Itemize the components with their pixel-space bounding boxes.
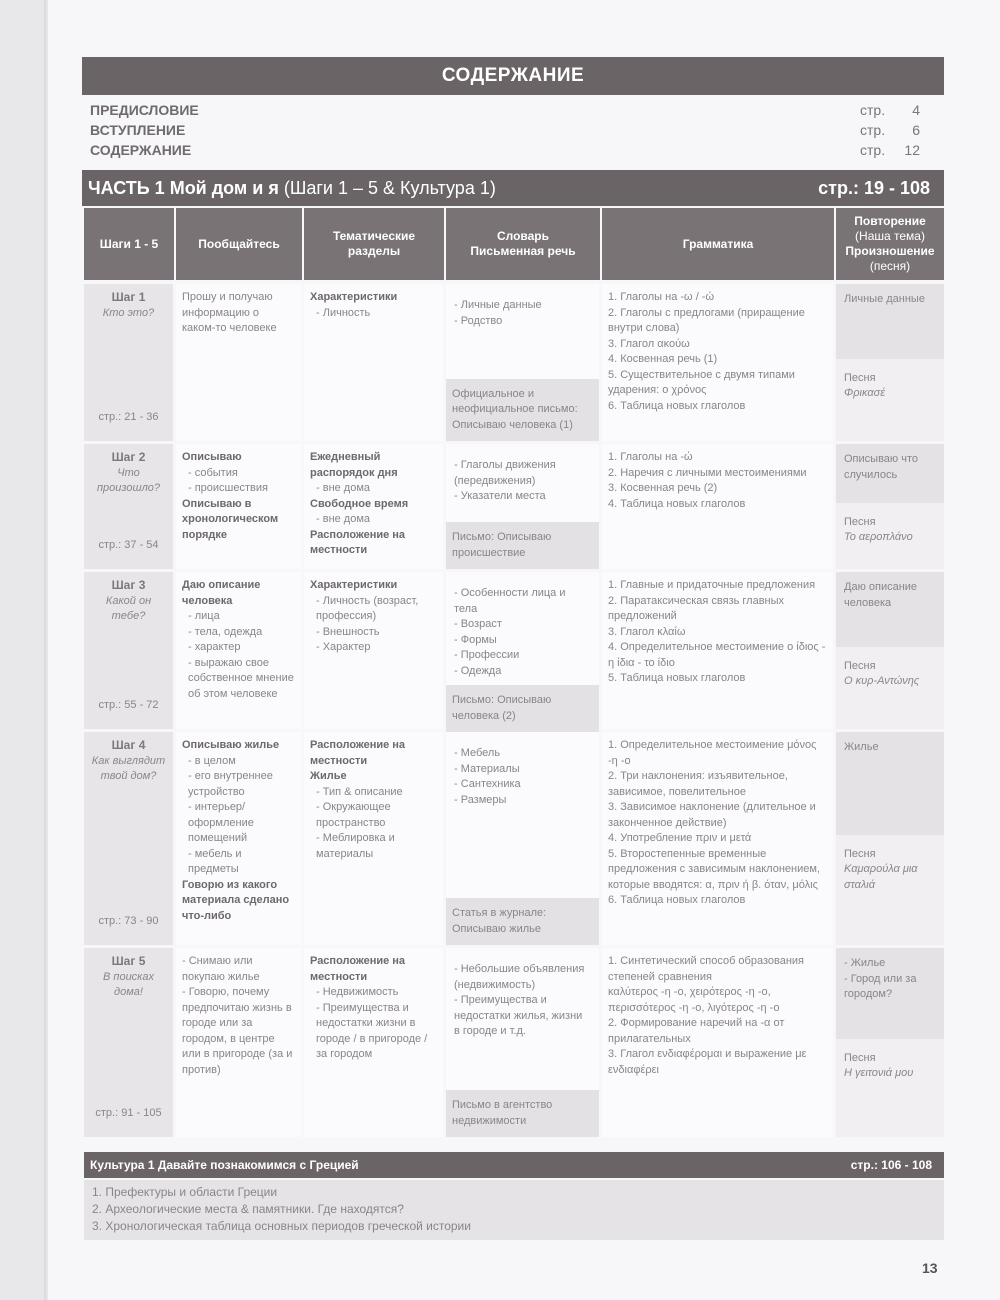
grammar-item: 4. Определительное местоимение ο ίδιος - η ίδια - το ίδιο [608,641,826,669]
vocab-list [446,948,599,1046]
topic-item: Свободное время [310,497,409,510]
communicate-cell [176,732,304,945]
vocab-item: - Мебель [454,747,501,759]
communicate-item: - в целом [188,754,236,767]
part-title-thin: (Шаги 1 – 5 & Культура 1) [278,177,496,198]
communicate-cell [176,572,304,729]
song-block [836,503,944,570]
vocab-item: - Преимущества и недостатки жилья, жизни в городе и т.д. [454,994,583,1037]
grammar-item: 3. Глагол ακούω [608,337,690,350]
topic-item: - Недвижимость [316,986,399,998]
front-page [860,120,920,140]
step-cell [84,572,176,729]
grammar-item: 2. Паратаксическая связь главных предложений [608,594,785,622]
grammar-item: 1. Главные и придаточные предложения [608,579,816,591]
vocab-list [446,732,599,814]
part-title-bold: ЧАСТЬ 1 Мой дом и я [88,177,279,198]
vocab-cell [446,732,602,945]
topic-item: - Тип & описание [316,785,403,798]
step-name: Шаг 1 [111,290,146,304]
vocab-cell [446,284,602,441]
vocab-item: - Материалы [454,762,520,775]
topic-item: - Преимущества и недостатки жизни в городе / в пригороде / за городом [316,1001,428,1060]
vocab-item: - Одежда [454,664,502,677]
topics-cell [304,284,446,441]
header-pron-b: (песня) [869,259,911,273]
topic-item: - вне дома [316,482,371,494]
topic-item: - Характер [316,641,371,653]
song-label: Песня [844,659,876,672]
step-subtitle: Как выглядит твой дом? [91,754,166,782]
topics-cell [304,444,446,569]
song-title: Η γειτονιά μου [844,1067,914,1079]
topic-item: - Личность [316,306,371,319]
communicate-item: Описываю в хронологическом порядке [182,497,279,541]
step-title [90,450,167,497]
grammar-item: 2. Наречия с личными местоимениями [608,466,807,479]
page-number: 12 [904,142,920,158]
step-subtitle: В поисках дома! [103,970,154,998]
writing-task: Статья в журнале: Описываю жилье [446,898,599,945]
front-label: ВСТУПЛЕНИЕ [90,122,186,138]
header-review [836,208,944,280]
header-steps: Шаги 1 - 5 [84,208,176,280]
front-label: ПРЕДИСЛОВИЕ [90,102,199,118]
grammar-item: 3. Косвенная речь (2) [608,482,718,494]
topic-item: Характеристики [310,579,398,591]
review-cell [836,444,944,569]
step-name: Шаг 5 [111,954,146,968]
topic-item: - Внешность [316,625,380,638]
step-subtitle: Кто это? [102,306,155,319]
song-label: Песня [844,1051,876,1064]
vocab-item: - Глаголы движения (передвижения) [454,459,556,487]
communicate-item: - события [188,466,238,479]
table-row [84,948,944,1140]
grammar-item: 5. Существительное с двумя типами ударения: ο χρόνος [608,368,795,396]
grammar-item: 5. Таблица новых глаголов [608,672,746,684]
song-title: Το αεροπλάνο [844,531,913,543]
step-subtitle: Какой он тебе? [105,594,152,622]
review-cell [836,572,944,729]
grammar-item: 5. Второстепенные временные предложения с зависимым наклонением, которые вводятся: α, πριν ή β. όταν, μόλις [608,847,820,891]
song-label: Песня [844,847,876,860]
front-page [860,100,920,120]
culture-pages: стр.: 106 - 108 [850,1158,932,1172]
grammar-cell [602,284,836,441]
review-cell [836,732,944,945]
communicate-cell [176,444,304,569]
grammar-item: 6. Таблица новых глаголов [608,399,746,412]
communicate-item: - его внутреннее устройство [188,770,273,798]
communicate-cell [176,948,304,1137]
communicate-item: Описываю жилье [182,739,280,751]
page-number: 6 [912,122,920,138]
grammar-item: 3. Глагол κλαίω [608,625,686,638]
communicate-item: - лица [188,610,220,622]
header-vocab-a: Словарь [496,229,550,243]
grammar-item: 3. Зависимое наклонение (длительное и законченное действие) [608,801,816,829]
step-pages: стр.: 73 - 90 [98,914,159,927]
review-topic: Даю описание человека [836,572,944,647]
front-row [90,100,920,120]
communicate-item: Описываю [182,451,242,463]
step-title [90,578,167,625]
vocab-item: - Профессии [454,649,520,661]
table-row [84,572,944,732]
communicate-item: - мебель и предметы [188,847,242,875]
song-block [836,647,944,730]
grammar-item: 4. Употребление πριν и μετά [608,832,752,844]
part-title [88,178,496,199]
song-label: Песня [844,515,876,528]
grammar-item: 2. Глаголы с предлогами (приращение внутри слова) [608,306,805,334]
grammar-item: 2. Формирование наречий на -α от прилагательных [608,1017,785,1045]
table-row [84,444,944,572]
grammar-item: 6. Таблица новых глаголов [608,894,746,906]
page-number: 4 [912,102,920,118]
header-vocab [446,208,602,280]
vocab-item: - Сантехника [454,778,521,790]
vocab-item: - Размеры [454,793,507,806]
page-label: стр. [860,102,886,118]
step-pages: стр.: 37 - 54 [98,538,159,551]
vocab-cell [446,572,602,729]
grammar-item: 1. Определительное местоимение μόνος -η -ο [608,739,817,767]
header-vocab-b: Письменная речь [470,244,576,258]
communicate-item: Говорю из какого материала сделано что-либо [182,878,290,922]
communicate-item: - выражаю свое собственное мнение об этом человеке [188,656,294,700]
grammar-item: 4. Косвенная речь (1) [608,353,718,365]
topic-item: - вне дома [316,513,371,525]
grammar-item: 1. Глаголы на -ω / -ώ [608,291,715,303]
song-title: Ο κυρ-Αντώνης [844,675,920,687]
grammar-item: περισσότερος -η -ο, λιγότερος -η -ο [608,1001,780,1014]
step-cell [84,732,176,945]
step-title [90,954,167,1001]
step-subtitle: Что произошло? [96,466,161,494]
communicate-item: - происшествия [188,482,268,494]
grammar-cell [602,572,836,729]
header-grammar: Грамматика [602,208,836,280]
writing-task: Официальное и неофициальное письмо: Описываю человека (1) [446,379,599,442]
steps-table [84,284,944,1140]
vocab-list [446,284,599,335]
front-label: СОДЕРЖАНИЕ [90,142,192,158]
topic-item: Ежедневный распорядок дня [310,451,398,479]
culture-title: Культура 1 Давайте познакомимся с Грецией [90,1158,359,1172]
vocab-item: - Возраст [454,618,502,630]
grammar-item: 4. Таблица новых глаголов [608,497,746,510]
topic-item: Жилье [310,770,347,782]
step-pages: стр.: 21 - 36 [98,410,159,423]
culture-header [84,1152,944,1178]
communicate-item: - тела, одежда [188,625,263,638]
page-label: стр. [860,122,886,138]
culture-item: 1. Префектуры и области Греции [92,1185,278,1199]
step-cell [84,948,176,1137]
step-name: Шаг 2 [111,450,146,464]
topic-item: - Меблировка и материалы [316,832,395,860]
song-block [836,1039,944,1138]
vocab-cell [446,948,602,1137]
grammar-item: καλύτερος -η -ο, χειρότερος -η -ο, [608,986,771,998]
song-title: Καμαρούλα μια σταλιά [844,863,918,891]
part-pages: стр.: 19 - 108 [818,177,930,198]
song-label: Песня [844,371,876,384]
topic-item: - Личность (возраст, профессия) [316,594,419,622]
vocab-cell [446,444,602,569]
communicate-item: Прошу и получаю информацию о каком-то человеке [182,291,277,334]
grammar-cell [602,948,836,1137]
communicate-item: - характер [188,641,241,653]
table-row [84,732,944,948]
song-title: Φρικασέ [844,387,886,399]
table-row [84,284,944,444]
culture-item: 3. Хронологическая таблица основных периодов греческой истории [92,1219,471,1233]
vocab-item: - Указатели места [454,490,546,502]
header-pron-a: Произношение [845,244,935,258]
front-page [860,140,920,160]
vocab-item: - Особенности лица и тела [454,587,566,615]
step-cell [84,284,176,441]
vocab-list [446,572,599,685]
topic-item: Расположение на местности [310,739,406,767]
communicate-item: Даю описание человека [182,579,261,607]
review-topic: Личные данные [836,284,944,359]
topic-item: Расположение на местности [310,955,406,983]
step-title [90,738,167,785]
song-block [836,359,944,442]
front-row [90,120,920,140]
topic-item: Характеристики [310,291,398,303]
review-topic: Описываю что случилось [836,444,944,503]
step-name: Шаг 4 [111,738,146,752]
culture-item: 2. Археологические места & памятники. Где находятся? [92,1202,404,1216]
communicate-cell [176,284,304,441]
grammar-item: 2. Три наклонения: изъявительное, зависимое, повелительное [608,770,788,798]
header-review-b: (Наша тема) [855,229,925,243]
culture-list [84,1180,944,1240]
topic-item: - Окружающее пространство [316,801,391,829]
step-cell [84,444,176,569]
vocab-item: - Родство [454,314,503,327]
grammar-item: 1. Глаголы на -ώ [608,451,693,463]
song-block [836,835,944,946]
header-topics: Тематические разделы [304,208,446,280]
grammar-item: 1. Синтетический способ образования степеней сравнения [608,955,805,983]
page-title: СОДЕРЖАНИЕ [82,57,944,95]
vocab-list [446,444,599,511]
review-cell [836,948,944,1137]
review-topic: - Жилье - Город или за городом? [836,948,944,1039]
communicate-item: - интерьер/оформление помещений [188,801,254,844]
review-topic: Жилье [836,732,944,835]
header-communicate: Пообщайтесь [176,208,304,280]
header-review-a: Повторение [854,214,926,228]
grammar-cell [602,732,836,945]
grammar-item: 3. Глагол ενδιαφέρομαι и выражение με ενδιαφέρει [608,1048,807,1076]
communicate-item: - Снимаю или покупаю жилье [182,955,260,983]
topic-item: Расположение на местности [310,528,406,556]
page-number: 13 [922,1260,938,1276]
step-pages: стр.: 55 - 72 [98,698,159,711]
communicate-item: - Говорю, почему предпочитаю жизнь в городе или за городом, в центре или в пригороде (за и против) [182,986,293,1076]
front-matter [90,100,920,160]
writing-task: Письмо в агентство недвижимости [446,1090,599,1137]
topics-cell [304,732,446,945]
table-header [84,208,944,280]
vocab-item: - Небольшие объявления (недвижимость) [454,963,585,991]
step-name: Шаг 3 [111,578,146,592]
writing-task: Письмо: Описываю человека (2) [446,685,599,732]
part-header [82,170,944,206]
vocab-item: - Личные данные [454,299,542,311]
topics-cell [304,948,446,1137]
front-row [90,140,920,160]
grammar-cell [602,444,836,569]
writing-task: Письмо: Описываю происшествие [446,522,599,569]
page-label: стр. [860,142,886,158]
step-pages: стр.: 91 - 105 [95,1106,162,1119]
vocab-item: - Формы [454,633,497,646]
topics-cell [304,572,446,729]
step-title [90,290,167,321]
review-cell [836,284,944,441]
